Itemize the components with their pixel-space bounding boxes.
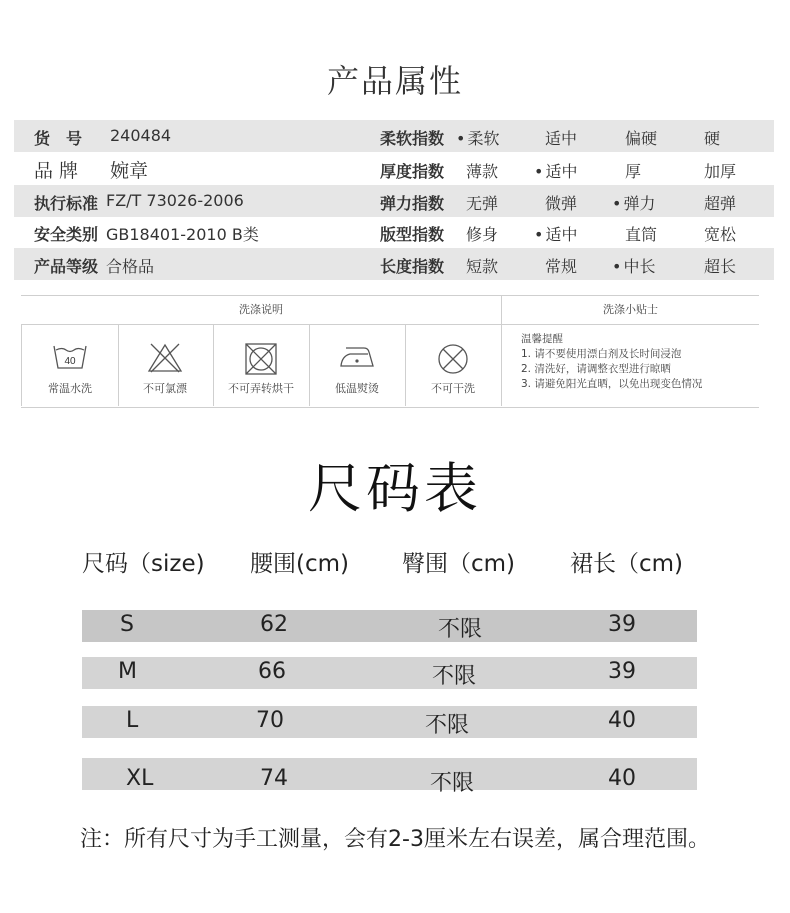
tip-item: 2. 清洗好，请调整衣型进行晾晒	[521, 363, 671, 375]
no-bleach-icon	[147, 342, 183, 374]
size-cell: M	[118, 659, 137, 684]
care-label: 不可弄转烘干	[228, 382, 294, 395]
care-label: 常温水洗	[48, 382, 92, 395]
attribute-option: 修身	[466, 225, 499, 244]
attribute-row	[14, 248, 774, 280]
care-item	[309, 324, 406, 406]
iron-low-icon	[338, 342, 376, 370]
attribute-option-selected: • 柔软	[456, 126, 499, 149]
attribute-row	[14, 216, 774, 248]
wash-instructions-header: 洗涤说明	[21, 296, 502, 325]
attribute-option: 常规	[545, 257, 578, 276]
attribute-value: 合格品	[106, 257, 155, 276]
care-item	[405, 324, 502, 406]
length-cell: 39	[608, 659, 636, 684]
attribute-value: FZ/T 73026-2006	[106, 191, 244, 210]
waist-cell: 70	[256, 708, 284, 733]
wash-40-icon	[52, 342, 88, 372]
size-row	[82, 610, 697, 642]
hip-cell: 不限	[438, 617, 483, 642]
tips-title: 温馨提醒	[521, 333, 563, 345]
attribute-index-label: 长度指数	[380, 257, 445, 276]
attribute-option: 加厚	[704, 162, 737, 181]
length-cell: 40	[608, 708, 636, 733]
care-item	[21, 324, 119, 406]
attribute-value: 240484	[110, 126, 172, 145]
attribute-index-label: 弹力指数	[380, 194, 445, 213]
attribute-row	[14, 120, 774, 152]
attribute-option-selected: • 适中	[534, 159, 577, 182]
size-chart-title: 尺码表	[308, 457, 482, 520]
attribute-option: 超长	[704, 257, 737, 276]
attribute-option-selected: • 中长	[612, 254, 655, 277]
attribute-option: 短款	[466, 257, 499, 276]
care-label: 不可氯漂	[143, 382, 187, 395]
care-label: 不可干洗	[431, 382, 475, 395]
attribute-option: 厚	[625, 162, 642, 181]
attribute-key: 安全类别	[34, 225, 99, 244]
attribute-option: 薄款	[466, 162, 499, 181]
size-row	[82, 706, 697, 738]
size-header-length: 裙长（cm)	[570, 551, 684, 577]
no-dry-clean-icon	[436, 342, 470, 376]
length-cell: 39	[608, 612, 636, 637]
waist-cell: 66	[258, 659, 286, 684]
size-row	[82, 758, 697, 796]
attribute-option: 宽松	[704, 225, 737, 244]
size-row	[82, 657, 697, 689]
wash-tips	[521, 332, 702, 392]
hip-cell: 不限	[432, 664, 477, 689]
wash-tips-header: 洗涤小贴士	[502, 296, 759, 325]
attribute-option: 直筒	[625, 225, 658, 244]
wash-temperature: 40	[64, 356, 76, 367]
size-header-size: 尺码（size)	[82, 551, 205, 577]
attribute-option: 无弹	[466, 194, 499, 213]
measurement-note: 注：所有尺寸为手工测量，会有2-3厘米左右误差，属合理范围。	[80, 827, 710, 852]
hip-cell: 不限	[425, 713, 470, 738]
length-cell: 40	[608, 766, 636, 791]
care-item	[213, 324, 310, 406]
care-item	[117, 324, 214, 406]
attribute-option: 微弹	[545, 194, 578, 213]
attribute-row	[14, 185, 774, 217]
attribute-row	[14, 153, 774, 185]
size-cell: S	[120, 612, 134, 637]
attribute-option-selected: • 适中	[534, 222, 577, 245]
attribute-key: 产品等级	[34, 257, 99, 276]
attribute-key: 执行标准	[34, 194, 99, 213]
product-attributes-title: 产品属性	[326, 62, 463, 100]
attribute-option: 适中	[545, 129, 578, 148]
care-label: 低温熨烫	[335, 382, 379, 395]
attribute-index-label: 柔软指数	[380, 129, 445, 148]
attribute-option: 硬	[704, 129, 721, 148]
no-tumble-dry-icon	[244, 342, 278, 376]
size-header-hip: 臀围（cm)	[402, 551, 516, 577]
hip-cell: 不限	[430, 771, 475, 796]
waist-cell: 74	[260, 766, 288, 791]
waist-cell: 62	[260, 612, 288, 637]
attribute-option: 偏硬	[625, 129, 658, 148]
attribute-index-label: 版型指数	[380, 225, 445, 244]
attribute-option: 超弹	[704, 194, 737, 213]
attribute-key: 品 牌	[34, 160, 79, 182]
tip-item: 3. 请避免阳光直晒，以免出现变色情况	[521, 378, 703, 390]
attribute-key: 货 号	[34, 129, 83, 148]
attribute-option-selected: • 弹力	[612, 191, 655, 214]
attribute-index-label: 厚度指数	[380, 162, 445, 181]
size-cell: L	[126, 708, 139, 733]
attribute-value: GB18401-2010 B类	[106, 225, 259, 244]
size-header-waist: 腰围(cm)	[250, 551, 349, 577]
tip-item: 1. 请不要使用漂白剂及长时间浸泡	[521, 348, 682, 360]
care-instructions-table	[21, 295, 759, 408]
size-cell: XL	[126, 766, 154, 791]
attribute-value: 婉章	[110, 160, 149, 182]
